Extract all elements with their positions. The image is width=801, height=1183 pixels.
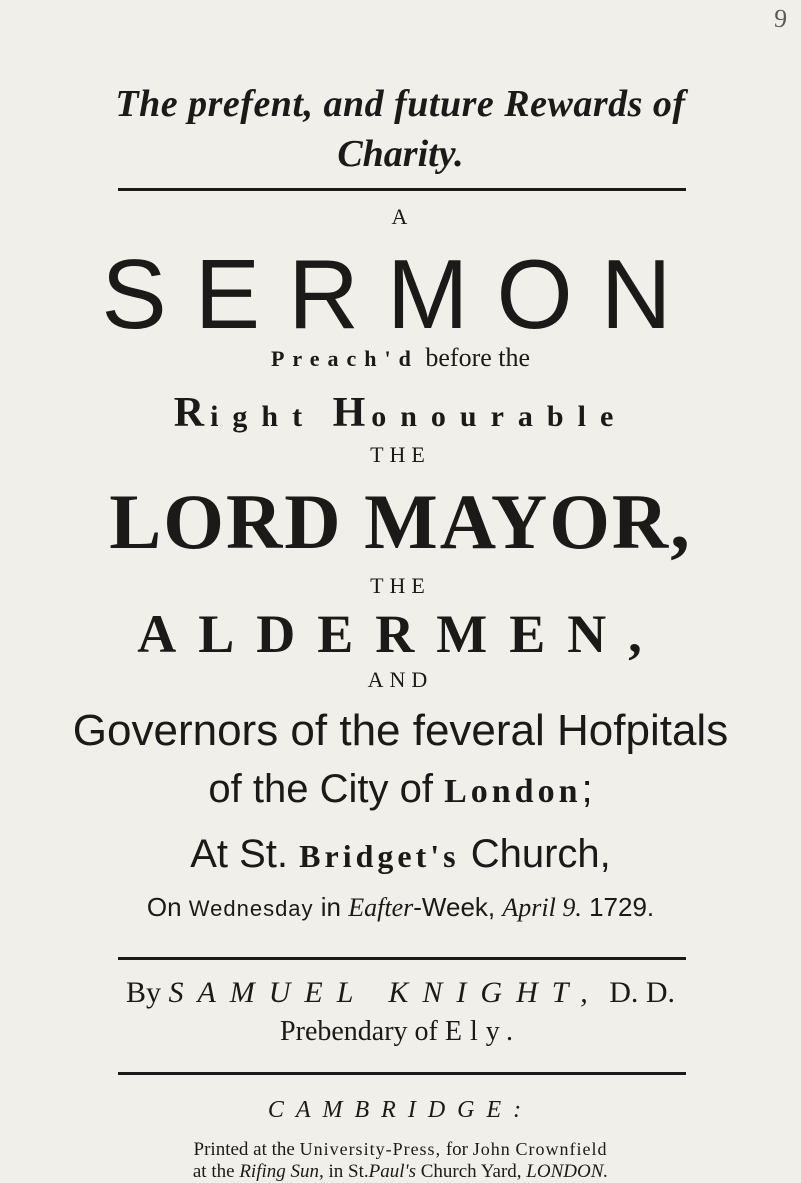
printer-surname: Crownfield (515, 1139, 608, 1159)
author-name: SAMUEL KNIGHT, (168, 976, 602, 1009)
right-initial: R (173, 390, 211, 436)
the-line-1: THE (370, 442, 431, 467)
easter-word: Eafter (348, 893, 414, 922)
title-line-2: Charity. (337, 133, 464, 175)
date-pre: On (146, 892, 182, 922)
church-post: Church, (470, 832, 611, 876)
church-line (0, 832, 801, 877)
church-yard: Church Yard, (420, 1161, 522, 1182)
church-pre: At St. (190, 832, 289, 876)
press-name: University-Press, (299, 1139, 442, 1159)
preached-word: Preach'd (270, 346, 419, 371)
week-word: -Week, (413, 892, 496, 922)
governors-line: Governors of the feveral Hofpitals (72, 706, 729, 755)
ely-word: Ely. (444, 1016, 521, 1047)
hon-initial: H (332, 390, 372, 436)
lord-mayor: LORD MAYOR, (109, 478, 692, 565)
london-word: London (444, 773, 582, 810)
and-line: AND (367, 667, 434, 692)
city-line (0, 767, 801, 812)
right-honourable (0, 389, 801, 437)
author-degree: D. D. (609, 976, 676, 1009)
title-line-1: The prefent, and future Rewards of (115, 83, 686, 125)
page-number: 9 (773, 3, 789, 34)
at-the: at the (192, 1161, 235, 1182)
london-imprint: LONDON. (526, 1161, 609, 1182)
shop-sign: Rifing Sun, (239, 1161, 324, 1182)
lower-rule (118, 1072, 686, 1075)
in-st: in St. (328, 1161, 369, 1182)
year: 1729. (589, 892, 655, 922)
prebendary-of: Prebendary of (280, 1016, 438, 1047)
city-pre: of the City of (208, 767, 433, 811)
by-word: By (125, 976, 161, 1009)
right-rest: ight (210, 400, 317, 433)
byline (0, 976, 801, 1010)
middle-rule (118, 957, 686, 960)
sermon-heading: SERMON (101, 239, 700, 349)
prebendary-line (0, 1016, 801, 1048)
top-rule (118, 188, 686, 191)
imprint-line-1 (0, 1139, 801, 1161)
for-word: for (445, 1139, 468, 1160)
preached-line (0, 343, 801, 373)
date-line (0, 892, 801, 923)
april-date: April 9. (502, 893, 582, 922)
the-line-2: THE (370, 573, 431, 598)
bridget-word: Bridget's (299, 838, 460, 874)
hon-rest: onourable (371, 400, 628, 433)
imprint-line-2 (0, 1161, 801, 1183)
wednesday-word: Wednesday (188, 896, 314, 921)
aldermen: ALDERMEN, (137, 604, 664, 664)
pauls-word: Paul's (368, 1161, 416, 1182)
imprint-place: CAMBRIDGE: (267, 1097, 534, 1123)
article-a: A (391, 204, 410, 229)
printer-first-name: John (472, 1139, 511, 1159)
date-in: in (320, 892, 342, 922)
city-post: ; (581, 767, 593, 811)
printed-at: Printed at the (193, 1139, 295, 1160)
before-the: before the (425, 343, 531, 372)
